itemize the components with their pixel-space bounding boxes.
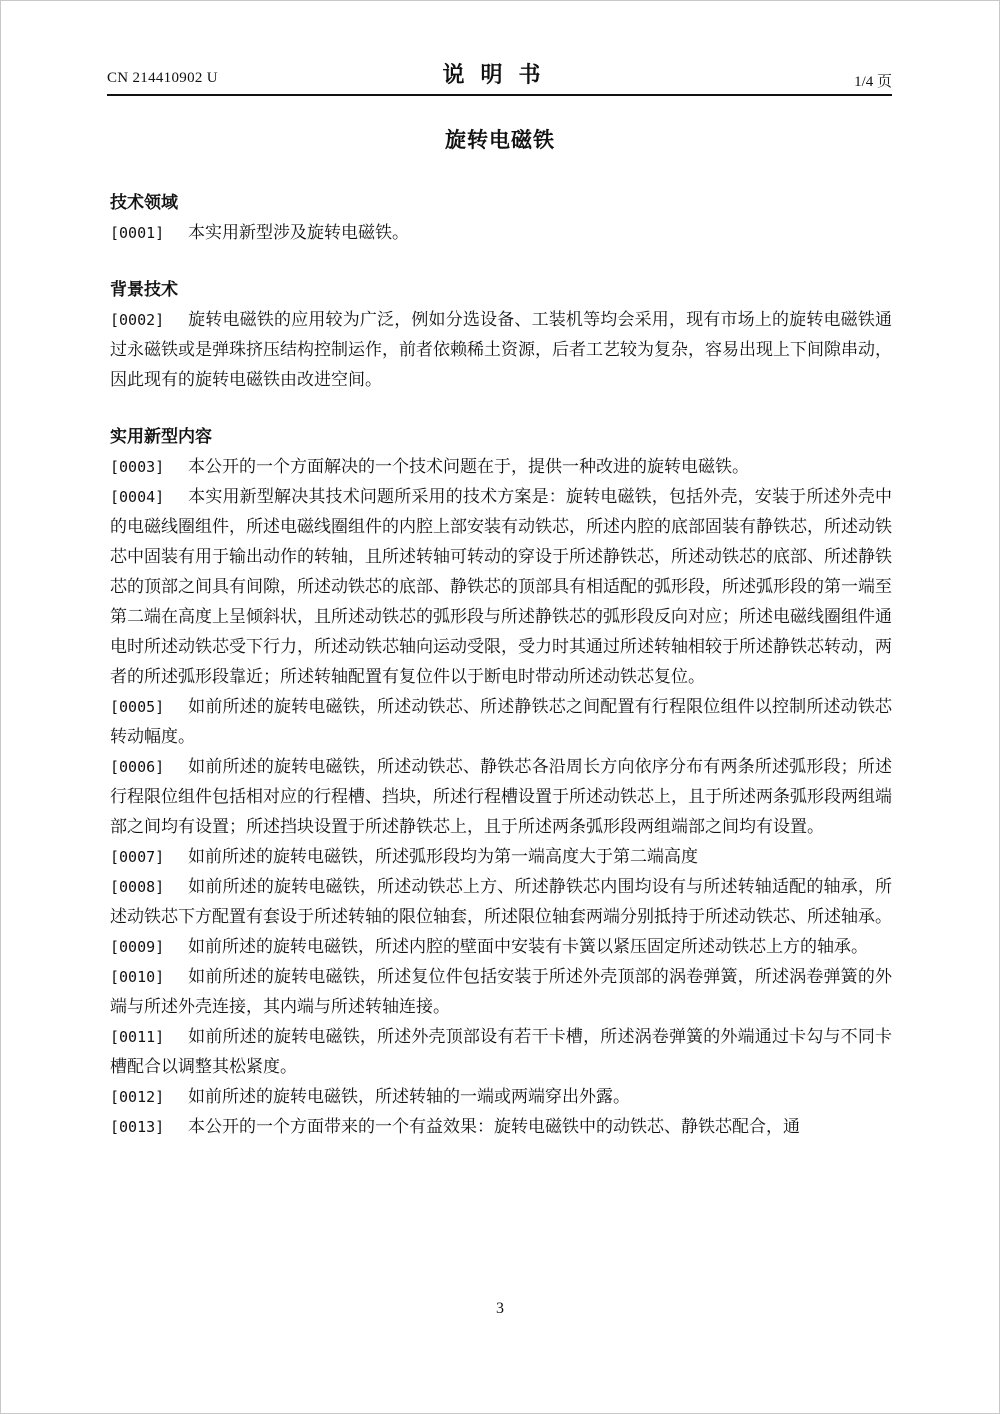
paragraph [110, 305, 892, 395]
paragraph-text: 如前所述的旋转电磁铁，所述动铁芯、静铁芯各沿周长方向依序分布有两条所述弧形段；所述行程限位组件包括相对应的行程槽、挡块，所述行程槽设置于所述动铁芯上，且于所述两条弧形段两组端部之间均有设置；所述挡块设置于所述静铁芯上，且于所述两条弧形段两组端部之间均有设置。 [110, 757, 892, 837]
page-count: 1/4 页 [854, 74, 892, 90]
paragraph [110, 482, 892, 692]
paragraph-number: [0003] [110, 458, 165, 476]
paragraph-number: [0004] [110, 488, 165, 506]
paragraph-number: [0001] [110, 224, 165, 242]
paragraph-text: 旋转电磁铁的应用较为广泛，例如分选设备、工装机等均会采用，现有市场上的旋转电磁铁通过永磁铁或是弹珠挤压结构控制运作，前者依赖稀土资源，后者工艺较为复杂，容易出现上下间隙串动，因此现有的旋转电磁铁由改进空间。 [110, 310, 892, 390]
paragraph [110, 872, 892, 932]
paragraph [110, 1022, 892, 1082]
paragraph-number: [0011] [110, 1028, 165, 1046]
paragraph-text: 如前所述的旋转电磁铁，所述复位件包括安装于所述外壳顶部的涡卷弹簧，所述涡卷弹簧的外端与所述外壳连接，其内端与所述转轴连接。 [110, 967, 892, 1017]
paragraph [110, 962, 892, 1022]
paragraph-text: 本公开的一个方面带来的一个有益效果：旋转电磁铁中的动铁芯、静铁芯配合，通 [188, 1117, 800, 1137]
paragraph-number: [0007] [110, 848, 165, 866]
document-type: 说明书 [442, 63, 557, 88]
page-number: 3 [496, 1300, 504, 1317]
paragraph-text: 本实用新型涉及旋转电磁铁。 [188, 223, 409, 243]
paragraph [110, 1082, 892, 1112]
paragraph-text: 本公开的一个方面解决的一个技术问题在于，提供一种改进的旋转电磁铁。 [188, 457, 749, 477]
section-heading: 技术领域 [110, 193, 178, 213]
section-heading: 背景技术 [110, 280, 178, 300]
header-rule [107, 94, 892, 96]
document-title: 旋转电磁铁 [445, 128, 555, 152]
paragraph [110, 692, 892, 752]
paragraph [110, 842, 892, 872]
section-heading: 实用新型内容 [110, 427, 212, 447]
paragraph-text: 如前所述的旋转电磁铁，所述外壳顶部设有若干卡槽，所述涡卷弹簧的外端通过卡勾与不同卡槽配合以调整其松紧度。 [110, 1027, 892, 1077]
paragraph-text: 如前所述的旋转电磁铁，所述动铁芯上方、所述静铁芯内围均设有与所述转轴适配的轴承，所述动铁芯下方配置有套设于所述转轴的限位轴套，所述限位轴套两端分别抵持于所述动铁芯、所述轴承。 [110, 877, 892, 927]
paragraph-number: [0002] [110, 311, 165, 329]
paragraph [110, 932, 892, 962]
paragraph-number: [0006] [110, 758, 165, 776]
paragraph [110, 218, 892, 248]
publication-number: CN 214410902 U [107, 70, 218, 86]
paragraph-number: [0012] [110, 1088, 165, 1106]
paragraph-text: 如前所述的旋转电磁铁，所述内腔的壁面中安装有卡簧以紧压固定所述动铁芯上方的轴承。 [188, 937, 868, 957]
paragraph [110, 752, 892, 842]
paragraph [110, 1112, 892, 1142]
paragraph-text: 如前所述的旋转电磁铁，所述转轴的一端或两端穿出外露。 [188, 1087, 630, 1107]
paragraph-text: 如前所述的旋转电磁铁，所述弧形段均为第一端高度大于第二端高度 [188, 847, 698, 867]
page-header [107, 58, 892, 94]
paragraph-number: [0005] [110, 698, 165, 716]
paragraph-number: [0010] [110, 968, 165, 986]
paragraph-text: 如前所述的旋转电磁铁，所述动铁芯、所述静铁芯之间配置有行程限位组件以控制所述动铁芯转动幅度。 [110, 697, 892, 747]
paragraph-number: [0013] [110, 1118, 165, 1136]
paragraph-number: [0009] [110, 938, 165, 956]
document-body [110, 188, 892, 1142]
paragraph [110, 452, 892, 482]
paragraph-number: [0008] [110, 878, 165, 896]
paragraph-text: 本实用新型解决其技术问题所采用的技术方案是：旋转电磁铁，包括外壳，安装于所述外壳中的电磁线圈组件，所述电磁线圈组件的内腔上部安装有动铁芯，所述内腔的底部固装有静铁芯，所述动铁芯中固装有用于输出动作的转轴，且所述转轴可转动的穿设于所述静铁芯，所述动铁芯的底部、所述静铁芯的顶部之间具有间隙，所述动铁芯的底部、静铁芯的顶部具有相适配的弧形段，所述弧形段的第一端至第二端在高度上呈倾斜状，且所述动铁芯的弧形段与所述静铁芯的弧形段反向对应；所述电磁线圈组件通电时所述动铁芯受下行力，所述动铁芯轴向运动受限，受力时其通过所述转轴相较于所述静铁芯转动，两者的所述弧形段靠近；所述转轴配置有复位件以于断电时带动所述动铁芯复位。 [110, 487, 892, 687]
